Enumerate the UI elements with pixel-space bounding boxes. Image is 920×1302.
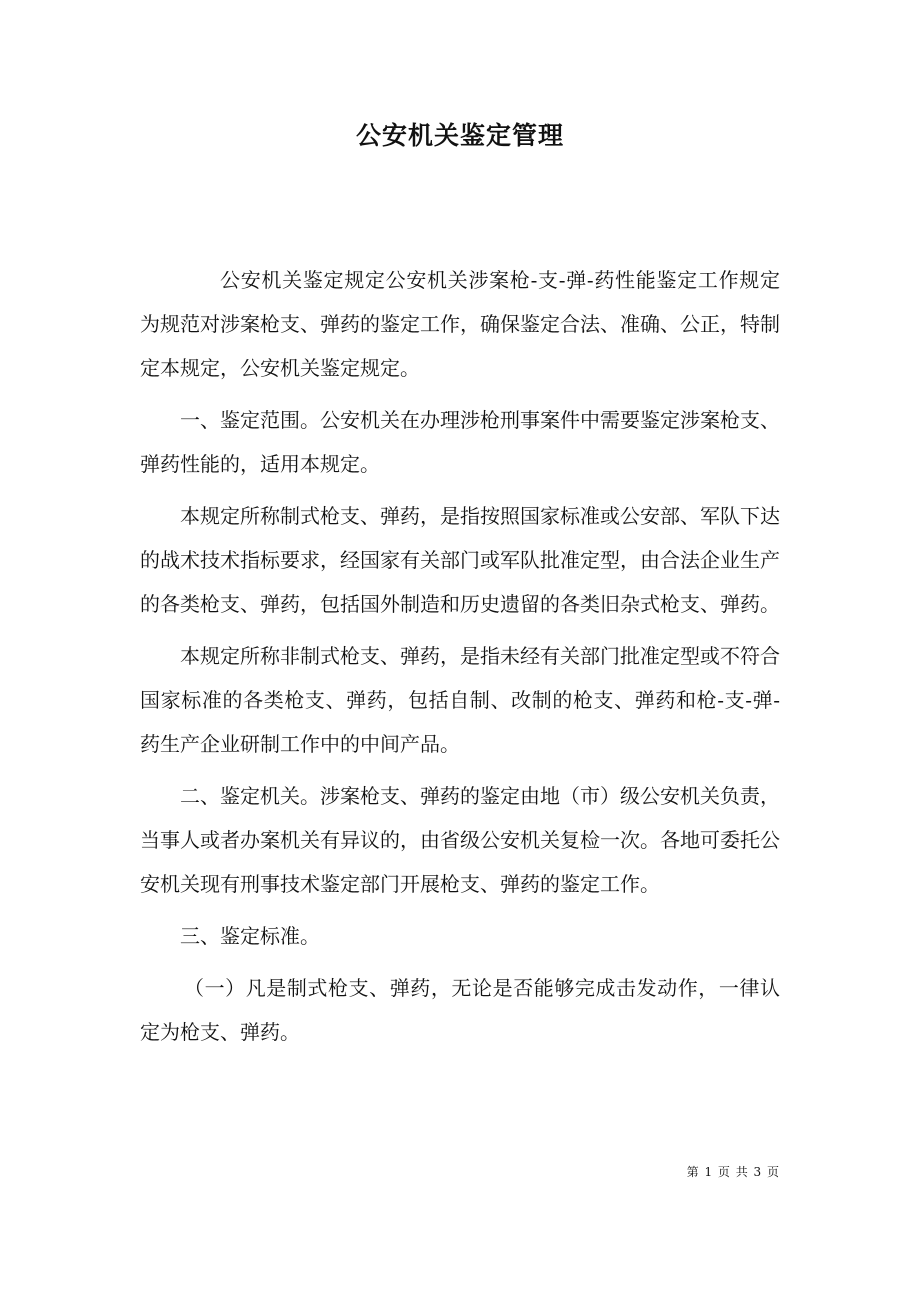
document-title: 公安机关鉴定管理 (355, 121, 564, 150)
paragraph-scope: 一、鉴定范围。公安机关在办理涉枪刑事案件中需要鉴定涉案枪支、弹药性能的，适用本规定。 (140, 408, 780, 476)
paragraph-standard-firearms: 本规定所称制式枪支、弹药，是指按照国家标准或公安部、军队下达的战术技术指标要求，经国家有关部门或军队批准定型，由合法企业生产的各类枪支、弹药，包括国外制造和历史遗留的各类旧杂式枪支、弹药。 (140, 504, 780, 616)
paragraph-authority: 二、鉴定机关。涉案枪支、弹药的鉴定由地（市）级公安机关负责，当事人或者办案机关有异议的，由省级公安机关复检一次。各地可委托公安机关现有刑事技术鉴定部门开展枪支、弹药的鉴定工作。 (140, 784, 780, 896)
page-number: 第 1 页 共 3 页 (686, 1165, 780, 1179)
paragraph-criteria-heading: 三、鉴定标准。 (180, 924, 320, 948)
paragraph-criteria-item-1: （一）凡是制式枪支、弹药，无论是否能够完成击发动作，一律认定为枪支、弹药。 (140, 976, 780, 1044)
paragraph-nonstandard-firearms: 本规定所称非制式枪支、弹药，是指未经有关部门批准定型或不符合国家标准的各类枪支、弹药，包括自制、改制的枪支、弹药和枪-支-弹-药生产企业研制工作中的中间产品。 (140, 644, 780, 756)
paragraph-intro: 公安机关鉴定规定公安机关涉案枪-支-弹-药性能鉴定工作规定为规范对涉案枪支、弹药的鉴定工作，确保鉴定合法、准确、公正，特制定本规定，公安机关鉴定规定。 (140, 268, 780, 380)
document-body (140, 258, 780, 1054)
